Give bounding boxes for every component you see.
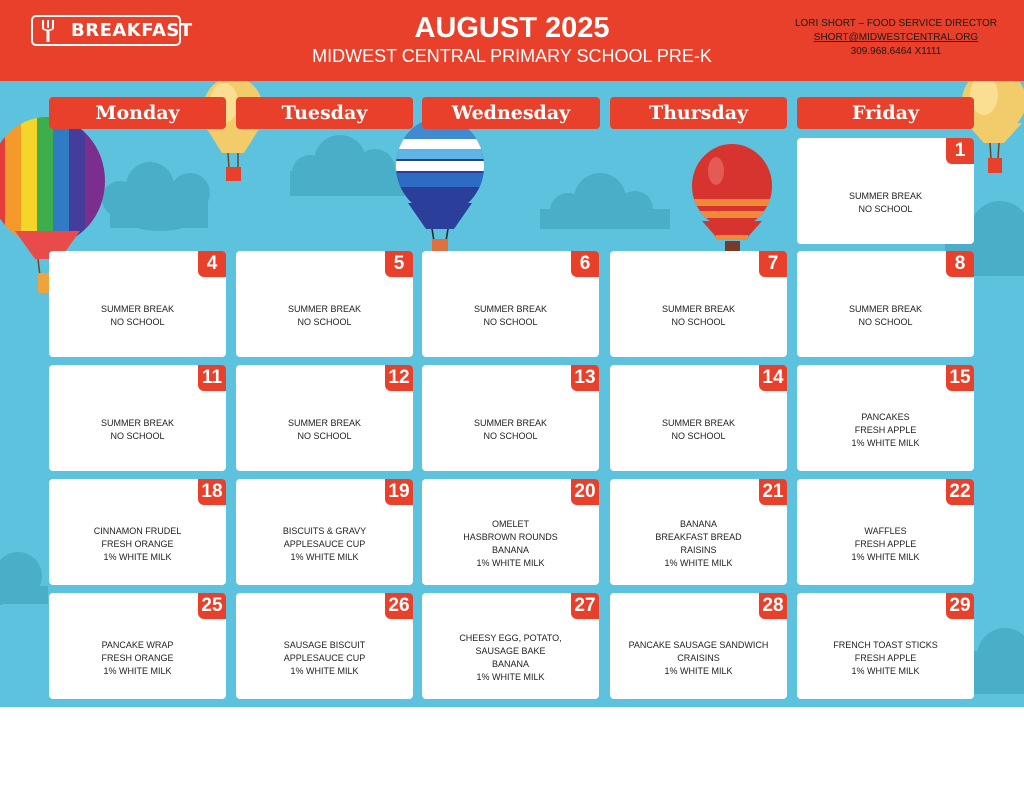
menu-items	[55, 625, 220, 691]
menu-items	[803, 397, 968, 463]
day-number: 1	[946, 138, 974, 164]
menu-item: FRESH ORANGE	[101, 538, 174, 549]
day-cell	[422, 593, 599, 699]
weekday-header-friday: Friday	[797, 97, 974, 129]
menu-items	[616, 283, 781, 349]
menu-items	[803, 511, 968, 577]
header-banner	[0, 0, 1024, 81]
menu-item: SUMMER BREAK	[473, 418, 547, 428]
menu-items	[616, 625, 781, 691]
day-number: 4	[198, 251, 226, 277]
menu-items	[242, 625, 407, 691]
day-number: 8	[946, 251, 974, 277]
menu-item: OMELET	[491, 519, 529, 529]
day-number: 27	[571, 593, 599, 619]
menu-item: CINNAMON FRUDEL	[93, 525, 182, 536]
weekday-header-thursday: Thursday	[610, 97, 787, 129]
weekday-header-monday: Monday	[49, 97, 226, 129]
day-number: 12	[385, 365, 413, 391]
menu-item: NO SCHOOL	[110, 431, 165, 441]
menu-items	[55, 283, 220, 349]
menu-item: SAUSAGE BAKE	[475, 646, 546, 656]
weekday-header-tuesday: Tuesday	[236, 97, 413, 129]
menu-item: 1% WHITE MILK	[290, 551, 359, 562]
menu-item: NO SCHOOL	[858, 317, 913, 327]
menu-items	[616, 397, 781, 463]
menu-item: BREAKFAST BREAD	[655, 532, 742, 542]
menu-item: HASBROWN ROUNDS	[463, 532, 558, 542]
contact-phone: 309.968.6464 X1111	[850, 46, 942, 57]
menu-item: RAISINS	[680, 545, 717, 555]
menu-items	[428, 511, 593, 577]
menu-item: 1% WHITE MILK	[664, 558, 733, 568]
menu-item: NO SCHOOL	[483, 317, 538, 327]
menu-item: BANANA	[491, 659, 529, 669]
contact-name: LORI SHORT – FOOD SERVICE DIRECTOR	[794, 18, 998, 29]
menu-items	[616, 511, 781, 577]
menu-items	[803, 283, 968, 349]
menu-item: 1% WHITE MILK	[290, 665, 359, 676]
fork-icon	[39, 20, 57, 42]
day-number: 19	[385, 479, 413, 505]
menu-item: NO SCHOOL	[671, 317, 726, 327]
menu-item: FRENCH TOAST STICKS	[833, 639, 938, 650]
day-cell	[49, 593, 226, 699]
menu-item: NO SCHOOL	[483, 431, 538, 441]
menu-item: PANCAKE WRAP	[101, 639, 174, 650]
day-cell	[797, 138, 974, 244]
day-cell	[49, 251, 226, 357]
yellow-balloon-icon	[203, 81, 263, 181]
day-number: 13	[571, 365, 599, 391]
menu-item: SUMMER BREAK	[661, 304, 735, 314]
day-cell	[797, 593, 974, 699]
cloud-icon	[0, 552, 48, 606]
menu-items	[428, 397, 593, 463]
contact-email[interactable]: SHORT@MIDWESTCENTRAL.ORG	[813, 32, 979, 43]
breakfast-logo	[31, 15, 193, 46]
contact-block	[790, 17, 1002, 59]
menu-items	[242, 397, 407, 463]
menu-item: 1% WHITE MILK	[103, 665, 172, 676]
menu-item: PANCAKES	[861, 411, 910, 422]
day-number: 15	[946, 365, 974, 391]
day-number: 5	[385, 251, 413, 277]
menu-item: 1% WHITE MILK	[476, 558, 545, 568]
day-cell	[797, 365, 974, 471]
day-cell	[797, 479, 974, 585]
blue-balloon-icon	[396, 117, 484, 257]
day-number: 22	[946, 479, 974, 505]
day-cell	[610, 365, 787, 471]
menu-item: SUMMER BREAK	[100, 304, 174, 314]
menu-items	[428, 283, 593, 349]
day-cell	[236, 365, 413, 471]
menu-item: 1% WHITE MILK	[664, 665, 733, 676]
menu-items	[803, 625, 968, 691]
day-number: 21	[759, 479, 787, 505]
menu-items	[803, 170, 968, 236]
menu-item: SUMMER BREAK	[848, 191, 922, 201]
day-cell	[422, 251, 599, 357]
menu-item: 1% WHITE MILK	[851, 437, 920, 448]
menu-item: 1% WHITE MILK	[476, 672, 545, 682]
menu-item: SUMMER BREAK	[287, 304, 361, 314]
menu-item: BANANA	[491, 545, 529, 555]
menu-item: 1% WHITE MILK	[103, 551, 172, 562]
menu-item: APPLESAUCE CUP	[283, 538, 366, 549]
page-subtitle: MIDWEST CENTRAL PRIMARY SCHOOL PRE-K	[312, 46, 712, 66]
menu-item: NO SCHOOL	[110, 317, 165, 327]
menu-item: SUMMER BREAK	[100, 418, 174, 428]
menu-item: CRAISINS	[677, 652, 720, 663]
day-number: 18	[198, 479, 226, 505]
day-cell	[236, 593, 413, 699]
menu-item: FRESH APPLE	[854, 652, 917, 663]
day-cell	[797, 251, 974, 357]
menu-item: SUMMER BREAK	[661, 418, 735, 428]
day-cell	[610, 593, 787, 699]
day-cell	[610, 479, 787, 585]
menu-items	[55, 511, 220, 577]
menu-items	[428, 625, 593, 691]
menu-items	[242, 511, 407, 577]
red-balloon-icon	[692, 144, 772, 257]
day-number: 7	[759, 251, 787, 277]
day-cell	[236, 479, 413, 585]
day-cell	[49, 365, 226, 471]
day-number: 6	[571, 251, 599, 277]
menu-item: NO SCHOOL	[858, 204, 913, 214]
menu-item: BANANA	[679, 519, 717, 529]
day-cell	[236, 251, 413, 357]
menu-item: NO SCHOOL	[297, 431, 352, 441]
menu-items	[55, 397, 220, 463]
menu-item: FRESH APPLE	[854, 538, 917, 549]
menu-item: SUMMER BREAK	[287, 418, 361, 428]
day-cell	[610, 251, 787, 357]
menu-item: 1% WHITE MILK	[851, 665, 920, 676]
cloud-icon	[290, 135, 408, 196]
menu-item: FRESH APPLE	[854, 424, 917, 435]
menu-item: SAUSAGE BISCUIT	[283, 639, 366, 650]
day-cell	[422, 479, 599, 585]
menu-item: NO SCHOOL	[297, 317, 352, 327]
day-number: 14	[759, 365, 787, 391]
menu-item: BISCUITS & GRAVY	[282, 525, 367, 536]
day-number: 29	[946, 593, 974, 619]
menu-item: APPLESAUCE CUP	[283, 652, 366, 663]
menu-item: SUMMER BREAK	[473, 304, 547, 314]
menu-item: CHEESY EGG, POTATO,	[459, 633, 562, 643]
page-title: AUGUST 2025	[414, 12, 610, 44]
weekday-header-wednesday: Wednesday	[422, 97, 600, 129]
day-number: 20	[571, 479, 599, 505]
menu-items	[242, 283, 407, 349]
day-cell	[422, 365, 599, 471]
day-number: 28	[759, 593, 787, 619]
logo-label: BREAKFAST	[71, 20, 193, 41]
day-cell	[49, 479, 226, 585]
cloud-icon	[102, 162, 210, 231]
menu-item: NO SCHOOL	[671, 431, 726, 441]
day-number: 25	[198, 593, 226, 619]
menu-item: 1% WHITE MILK	[851, 551, 920, 562]
cloud-icon	[540, 173, 670, 229]
menu-item: WAFFLES	[864, 525, 907, 536]
menu-item: PANCAKE SAUSAGE SANDWICH	[628, 639, 769, 650]
day-number: 26	[385, 593, 413, 619]
menu-item: FRESH ORANGE	[101, 652, 174, 663]
day-number: 11	[198, 365, 226, 391]
menu-item: SUMMER BREAK	[848, 304, 922, 314]
